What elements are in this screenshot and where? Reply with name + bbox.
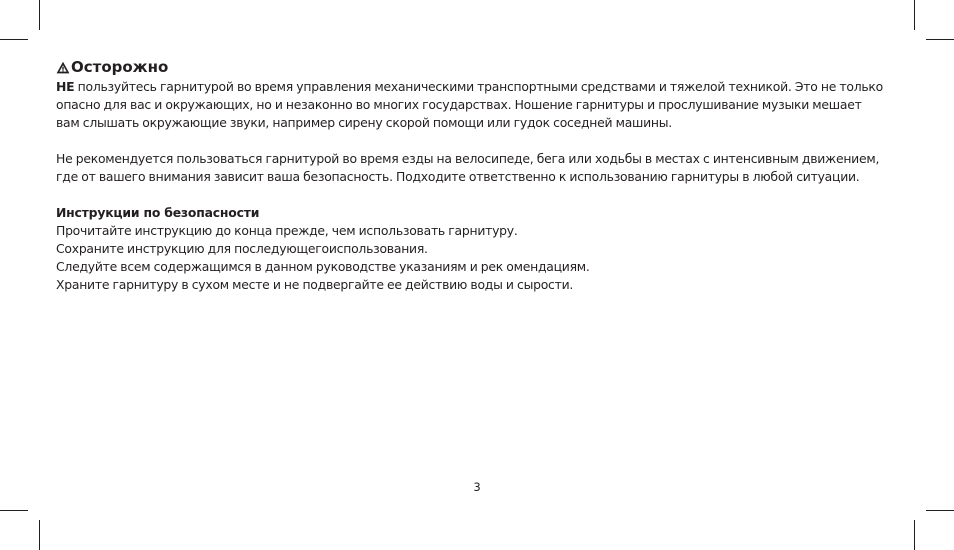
warning-line-1 bbox=[56, 78, 916, 96]
page-number: 3 bbox=[473, 480, 481, 494]
cycling-line-1: Не рекомендуется пользоваться гарнитурой во время езды на велосипеде, бега или ходьбы в местах с интенсивным движением, bbox=[56, 151, 880, 166]
crop-mark-bottom-right-horizontal bbox=[926, 510, 954, 511]
safety-item: Храните гарнитуру в сухом месте и не подвергайте ее действию воды и сырости. bbox=[56, 277, 574, 292]
warning-line-1-text: пользуйтесь гарнитурой во время управления механическими транспортными средствами и тяжелой техникой. Это не только bbox=[74, 79, 883, 94]
page-content bbox=[56, 56, 916, 294]
crop-mark-top-left-horizontal bbox=[0, 39, 28, 40]
safety-item: Сохраните инструкцию для последующегоиспользования. bbox=[56, 241, 428, 256]
cycling-paragraph bbox=[56, 150, 916, 186]
crop-mark-bottom-left-horizontal bbox=[0, 510, 28, 511]
crop-mark-bottom-left-vertical bbox=[39, 520, 40, 550]
warning-emphasis: НЕ bbox=[56, 79, 75, 94]
caution-title: Осторожно bbox=[71, 58, 169, 76]
warning-paragraph bbox=[56, 78, 916, 132]
safety-instructions bbox=[56, 222, 916, 294]
caution-heading bbox=[56, 56, 916, 78]
crop-mark-bottom-right-vertical bbox=[914, 520, 915, 550]
paragraph-spacer bbox=[56, 186, 916, 204]
safety-item: Следуйте всем содержащимся в данном руководстве указаниям и рек омендациям. bbox=[56, 259, 590, 274]
warning-line-2: опасно для вас и окружающих, но и незаконно во многих государствах. Ношение гарнитуры и прослушивание музыки мешает bbox=[56, 97, 862, 112]
warning-triangle-icon bbox=[56, 61, 70, 74]
crop-mark-top-right-horizontal bbox=[926, 39, 954, 40]
crop-mark-top-right-vertical bbox=[914, 0, 915, 30]
safety-item: Прочитайте инструкцию до конца прежде, чем использовать гарнитуру. bbox=[56, 223, 518, 238]
safety-heading: Инструкции по безопасности bbox=[56, 205, 260, 220]
paragraph-spacer bbox=[56, 132, 916, 150]
crop-mark-top-left-vertical bbox=[39, 0, 40, 30]
warning-line-3: вам слышать окружающие звуки, например сирену скорой помощи или гудок соседней машины. bbox=[56, 115, 672, 130]
cycling-line-2: где от вашего внимания зависит ваша безопасность. Подходите ответственно к использованию гарнитуры в любой ситуации. bbox=[56, 169, 860, 184]
